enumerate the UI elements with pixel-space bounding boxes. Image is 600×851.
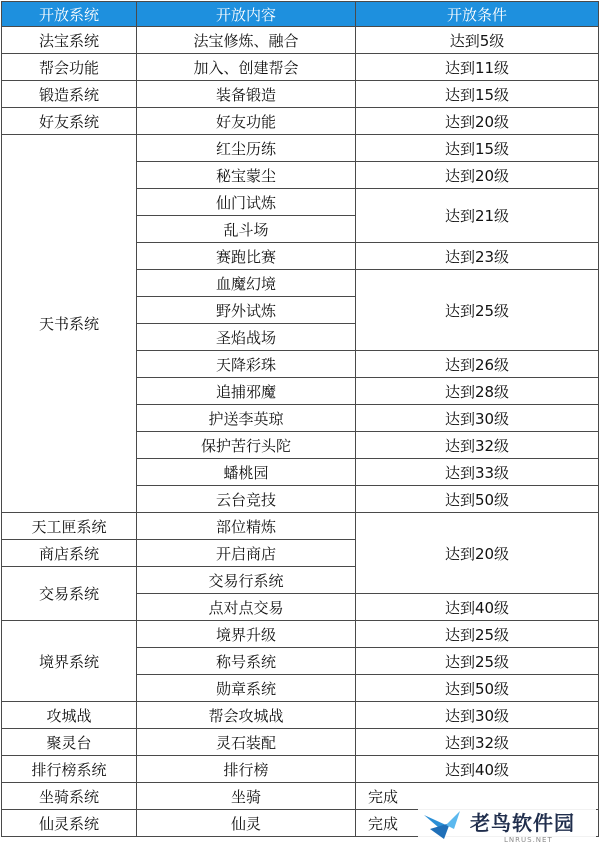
condition-cell: 达到30级 bbox=[356, 405, 599, 432]
content-cell: 天降彩珠 bbox=[137, 351, 356, 378]
condition-cell: 达到33级 bbox=[356, 459, 599, 486]
content-cell: 点对点交易 bbox=[137, 594, 356, 621]
table-row bbox=[2, 702, 599, 729]
system-cell: 锻造系统 bbox=[2, 81, 137, 108]
content-cell: 好友功能 bbox=[137, 108, 356, 135]
system-cell: 攻城战 bbox=[2, 702, 137, 729]
content-cell: 赛跑比赛 bbox=[137, 243, 356, 270]
system-cell: 聚灵台 bbox=[2, 729, 137, 756]
condition-cell: 达到50级 bbox=[356, 486, 599, 513]
condition-cell: 达到20级 bbox=[356, 162, 599, 189]
table-row bbox=[2, 135, 599, 162]
unlock-table bbox=[1, 1, 599, 837]
condition-cell: 达到23级 bbox=[356, 243, 599, 270]
content-cell: 部位精炼 bbox=[137, 513, 356, 540]
content-cell: 圣焰战场 bbox=[137, 324, 356, 351]
content-cell: 坐骑 bbox=[137, 783, 356, 810]
system-cell: 商店系统 bbox=[2, 540, 137, 567]
bird-logo-icon bbox=[420, 805, 466, 845]
condition-cell: 达到40级 bbox=[356, 756, 599, 783]
content-cell: 称号系统 bbox=[137, 648, 356, 675]
condition-cell: 达到32级 bbox=[356, 729, 599, 756]
system-cell: 坐骑系统 bbox=[2, 783, 137, 810]
content-cell: 秘宝蒙尘 bbox=[137, 162, 356, 189]
header-content: 开放内容 bbox=[137, 2, 356, 27]
condition-cell: 达到20级 bbox=[356, 108, 599, 135]
content-cell: 加入、创建帮会 bbox=[137, 54, 356, 81]
condition-cell: 达到28级 bbox=[356, 378, 599, 405]
system-cell: 法宝系统 bbox=[2, 27, 137, 54]
system-cell: 天工匣系统 bbox=[2, 513, 137, 540]
table-row bbox=[2, 54, 599, 81]
condition-cell: 达到15级 bbox=[356, 135, 599, 162]
content-cell: 法宝修炼、融合 bbox=[137, 27, 356, 54]
table-row bbox=[2, 513, 599, 540]
condition-cell: 达到11级 bbox=[356, 54, 599, 81]
condition-cell: 完成 bbox=[356, 783, 599, 810]
content-cell: 蟠桃园 bbox=[137, 459, 356, 486]
content-cell: 境界升级 bbox=[137, 621, 356, 648]
condition-cell: 达到21级 bbox=[356, 189, 599, 243]
table-row bbox=[2, 729, 599, 756]
header-system: 开放系统 bbox=[2, 2, 137, 27]
condition-cell: 达到5级 bbox=[356, 27, 599, 54]
content-cell: 野外试炼 bbox=[137, 297, 356, 324]
system-cell: 交易系统 bbox=[2, 567, 137, 621]
table-row bbox=[2, 621, 599, 648]
watermark-subtitle: LNRUS.NET bbox=[504, 835, 553, 844]
content-cell: 保护苦行头陀 bbox=[137, 432, 356, 459]
content-cell: 交易行系统 bbox=[137, 567, 356, 594]
condition-cell: 达到50级 bbox=[356, 675, 599, 702]
watermark-title: 老鸟软件园 bbox=[470, 810, 575, 835]
condition-cell: 达到20级 bbox=[356, 513, 599, 594]
content-cell: 红尘历练 bbox=[137, 135, 356, 162]
condition-cell: 达到32级 bbox=[356, 432, 599, 459]
table-row bbox=[2, 756, 599, 783]
content-cell: 乱斗场 bbox=[137, 216, 356, 243]
system-cell: 仙灵系统 bbox=[2, 810, 137, 837]
system-cell: 排行榜系统 bbox=[2, 756, 137, 783]
content-cell: 云台竞技 bbox=[137, 486, 356, 513]
system-cell: 天书系统 bbox=[2, 135, 137, 513]
system-cell: 好友系统 bbox=[2, 108, 137, 135]
content-cell: 灵石装配 bbox=[137, 729, 356, 756]
content-cell: 血魔幻境 bbox=[137, 270, 356, 297]
condition-cell: 达到30级 bbox=[356, 702, 599, 729]
condition-cell: 完成 bbox=[356, 810, 599, 837]
site-watermark bbox=[418, 803, 596, 847]
table-row bbox=[2, 81, 599, 108]
system-cell: 境界系统 bbox=[2, 621, 137, 702]
system-cell: 帮会功能 bbox=[2, 54, 137, 81]
content-cell: 装备锻造 bbox=[137, 81, 356, 108]
content-cell: 排行榜 bbox=[137, 756, 356, 783]
content-cell: 帮会攻城战 bbox=[137, 702, 356, 729]
content-cell: 追捕邪魔 bbox=[137, 378, 356, 405]
table-row bbox=[2, 27, 599, 54]
content-cell: 仙门试炼 bbox=[137, 189, 356, 216]
content-cell: 开启商店 bbox=[137, 540, 356, 567]
condition-cell: 达到25级 bbox=[356, 648, 599, 675]
condition-cell: 达到25级 bbox=[356, 270, 599, 351]
table-row bbox=[2, 108, 599, 135]
content-cell: 勋章系统 bbox=[137, 675, 356, 702]
table-header-row bbox=[2, 2, 599, 27]
content-cell: 护送李英琼 bbox=[137, 405, 356, 432]
condition-cell: 达到15级 bbox=[356, 81, 599, 108]
header-condition: 开放条件 bbox=[356, 2, 599, 27]
content-cell: 仙灵 bbox=[137, 810, 356, 837]
condition-cell: 达到40级 bbox=[356, 594, 599, 621]
condition-cell: 达到25级 bbox=[356, 621, 599, 648]
condition-cell: 达到26级 bbox=[356, 351, 599, 378]
